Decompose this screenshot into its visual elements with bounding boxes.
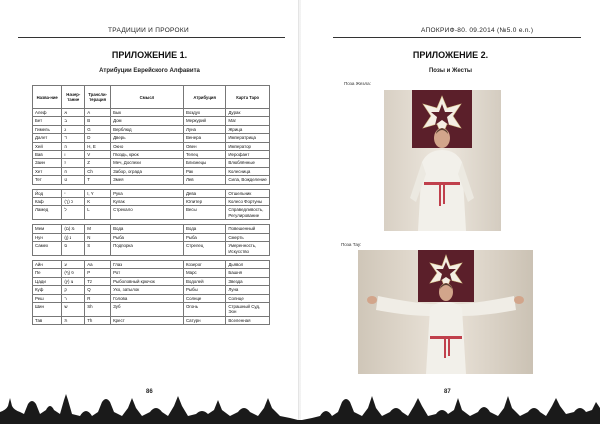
table-cell: Лев — [183, 176, 225, 184]
table-cell: Иерофант — [226, 151, 270, 159]
table-cell: Ухо, затылок — [111, 286, 184, 294]
belt — [424, 182, 460, 185]
table-cell: Sh — [85, 302, 111, 316]
table-cell: H, E — [85, 142, 111, 150]
table-row — [33, 277, 270, 285]
table-cell: Стрелец — [183, 242, 225, 256]
table-cell: Подпорка — [111, 242, 184, 256]
table-cell: S — [85, 242, 111, 256]
left-page — [0, 0, 299, 424]
table-cell: Каф — [33, 198, 62, 206]
table-cell: Меч, Доспехи — [111, 159, 184, 167]
table-cell: Рука — [111, 189, 184, 197]
table-cell: Юпитер — [183, 198, 225, 206]
page-number-left: 86 — [146, 389, 153, 395]
table-cell: ט — [62, 176, 85, 184]
column-header: Начер-тание — [62, 86, 85, 109]
table-cell: Колесница — [226, 167, 270, 175]
table-cell: Хей — [33, 142, 62, 150]
table-cell: Хет — [33, 167, 62, 175]
table-row — [33, 286, 270, 294]
alphabet-table — [32, 85, 270, 325]
table-cell: Башня — [226, 269, 270, 277]
table-cell: ו — [62, 151, 85, 159]
table-row — [33, 134, 270, 142]
photo-caption: Поза Жезла: — [344, 81, 371, 86]
table-row — [33, 225, 270, 233]
table-cell: Дурак — [226, 109, 270, 117]
table-cell: Император — [226, 142, 270, 150]
table-cell: I, Y — [85, 189, 111, 197]
table-cell: Куф — [33, 286, 62, 294]
table-cell: ג — [62, 125, 85, 133]
table-cell: ל — [62, 206, 85, 220]
table-cell: Пе — [33, 269, 62, 277]
table-cell: V — [85, 151, 111, 159]
table-cell: N — [85, 233, 111, 241]
table-cell: А — [85, 109, 111, 117]
table-cell: Колесо Фортуны — [226, 198, 270, 206]
table-cell: Кулак — [111, 198, 184, 206]
table-cell: Th — [85, 316, 111, 324]
table-cell: Стрекало — [111, 206, 184, 220]
table-cell: Голова — [111, 294, 184, 302]
table-cell: Сила, Вожделение — [226, 176, 270, 184]
table-row — [33, 151, 270, 159]
table-header-row — [33, 86, 270, 109]
table-cell: Вода — [111, 225, 184, 233]
table-cell: Цади — [33, 277, 62, 285]
table-cell: Рот — [111, 269, 184, 277]
appendix-title: ПРИЛОЖЕНИЕ 2. — [412, 50, 489, 60]
table-row — [33, 269, 270, 277]
table-cell: Гвоздь, крюк — [111, 151, 184, 159]
table-cell: Близнецы — [183, 159, 225, 167]
table-cell: י — [62, 189, 85, 197]
table-caption: Атрибуции Еврейского Алфавита — [99, 68, 200, 74]
table-cell: Жрица — [226, 125, 270, 133]
appendix-title: ПРИЛОЖЕНИЕ 1. — [111, 50, 188, 60]
table-row — [33, 233, 270, 241]
table-row — [33, 176, 270, 184]
table-cell: ש — [62, 302, 85, 316]
table-cell: L — [85, 206, 111, 220]
table-cell: Мем — [33, 225, 62, 233]
table-cell: Змея — [111, 176, 184, 184]
table-cell: Вода — [183, 225, 225, 233]
table-cell: Дверь — [111, 134, 184, 142]
table-cell: Рыба — [183, 233, 225, 241]
table-cell: G — [85, 125, 111, 133]
table-cell: Бык — [111, 109, 184, 117]
table-cell: (ן) נ — [62, 233, 85, 241]
table-cell: В — [85, 117, 111, 125]
column-header: Назва-ние — [33, 86, 62, 109]
table-cell: Овен — [183, 142, 225, 150]
table-row — [33, 198, 270, 206]
table-cell: Алеф — [33, 109, 62, 117]
section-caption: Позы и Жесты — [428, 68, 473, 74]
table-cell: Дом — [111, 117, 184, 125]
table-cell: Tz — [85, 277, 111, 285]
table-cell: Шин — [33, 302, 62, 316]
column-header: Атрибуция — [183, 86, 225, 109]
right-page — [301, 0, 600, 424]
table-row — [33, 294, 270, 302]
table-cell: Смерть — [226, 233, 270, 241]
table-cell: Сатурн — [183, 316, 225, 324]
table-cell: Z — [85, 159, 111, 167]
table-cell: Марс — [183, 269, 225, 277]
column-header: Карта Таро — [226, 86, 270, 109]
table-cell: Гимель — [33, 125, 62, 133]
table-cell: Заин — [33, 159, 62, 167]
table-cell: Венера — [183, 134, 225, 142]
table-cell: ב — [62, 117, 85, 125]
table-cell: Отшельник — [226, 189, 270, 197]
table-row — [33, 260, 270, 268]
table-cell: Вселенная — [226, 316, 270, 324]
table-cell: (ץ) צ — [62, 277, 85, 285]
table-cell: Козерог — [183, 260, 225, 268]
table-cell: Ламед — [33, 206, 62, 220]
table-row — [33, 167, 270, 175]
table-cell: K — [85, 198, 111, 206]
table-row — [33, 302, 270, 316]
table-cell: א — [62, 109, 85, 117]
header-rule — [18, 37, 285, 38]
table-cell: Зуб — [111, 302, 184, 316]
table-cell: Влюблённые — [226, 159, 270, 167]
table-cell: (ף) פ — [62, 269, 85, 277]
table-cell: Солнце — [183, 294, 225, 302]
table-cell: Солнце — [226, 294, 270, 302]
table-cell: R — [85, 294, 111, 302]
running-header-left: ТРАДИЦИИ И ПРОРОКИ — [108, 27, 189, 34]
table-cell: ח — [62, 167, 85, 175]
column-header: Трансли-терация — [85, 86, 111, 109]
table-cell: Справедливость, Регулирование — [226, 206, 270, 220]
table-cell: Воздух — [183, 109, 225, 117]
header-rule — [333, 37, 581, 38]
table-cell: Телец — [183, 151, 225, 159]
table-cell: ז — [62, 159, 85, 167]
table-cell: (ך) כ — [62, 198, 85, 206]
wand-pose-photo — [384, 90, 501, 231]
table-cell: ס — [62, 242, 85, 256]
table-cell: ת — [62, 316, 85, 324]
table-row — [33, 109, 270, 117]
table-cell: Дева — [183, 189, 225, 197]
table-cell: Забор, ограда — [111, 167, 184, 175]
table-cell: ע — [62, 260, 85, 268]
table-cell: Повешенный — [226, 225, 270, 233]
running-header-right: АПОКРИФ-80. 09.2014 (№5.0 e.n.) — [421, 27, 534, 34]
table-cell: Йод — [33, 189, 62, 197]
table-cell: Маг — [226, 117, 270, 125]
table-cell: Рыба — [111, 233, 184, 241]
table-cell: Рыбы — [183, 286, 225, 294]
tau-pose-photo — [358, 250, 533, 374]
table-cell: Айн — [33, 260, 62, 268]
table-cell: M — [85, 225, 111, 233]
table-row — [33, 316, 270, 324]
table-cell: Окно — [111, 142, 184, 150]
table-cell: Страшный Суд, Эон — [226, 302, 270, 316]
table-cell: Рыболовный крючок — [111, 277, 184, 285]
table-cell: Q — [85, 286, 111, 294]
table-row — [33, 189, 270, 197]
table-row — [33, 206, 270, 220]
page-number-right: 87 — [444, 389, 451, 395]
table-cell: Aa — [85, 260, 111, 268]
table-row — [33, 159, 270, 167]
table-cell: Тав — [33, 316, 62, 324]
table-cell: Нун — [33, 233, 62, 241]
table-cell: Меркурий — [183, 117, 225, 125]
table-cell: Ch — [85, 167, 111, 175]
table-row — [33, 142, 270, 150]
table-cell: Глаз — [111, 260, 184, 268]
table-cell: ק — [62, 286, 85, 294]
table-cell: P — [85, 269, 111, 277]
table-row — [33, 125, 270, 133]
table-cell: Вав — [33, 151, 62, 159]
table-cell: Рак — [183, 167, 225, 175]
photo-caption: Поза Тау: — [341, 242, 362, 247]
table-cell: T — [85, 176, 111, 184]
table-cell: Весы — [183, 206, 225, 220]
column-header: Смысл — [111, 86, 184, 109]
table-cell: Бет — [33, 117, 62, 125]
table-cell: Далет — [33, 134, 62, 142]
table-cell: Огонь — [183, 302, 225, 316]
table-cell: Верблюд — [111, 125, 184, 133]
table-row — [33, 242, 270, 256]
table-body — [33, 109, 270, 325]
table-cell: Императрица — [226, 134, 270, 142]
table-cell: Умеренность, Искусство — [226, 242, 270, 256]
table-cell: (ם) מ — [62, 225, 85, 233]
table-cell: ד — [62, 134, 85, 142]
table-cell: Луна — [183, 125, 225, 133]
table-cell: Водолей — [183, 277, 225, 285]
table-cell: Дьявол — [226, 260, 270, 268]
table-cell: Звезда — [226, 277, 270, 285]
table-cell: Луна — [226, 286, 270, 294]
table-cell: Самех — [33, 242, 62, 256]
table-cell: D — [85, 134, 111, 142]
table-row — [33, 117, 270, 125]
table-cell: Тет — [33, 176, 62, 184]
table-cell: Реш — [33, 294, 62, 302]
city-skyline-silhouette — [0, 392, 600, 424]
table-cell: ה — [62, 142, 85, 150]
table-cell: ר — [62, 294, 85, 302]
table-cell: Крест — [111, 316, 184, 324]
